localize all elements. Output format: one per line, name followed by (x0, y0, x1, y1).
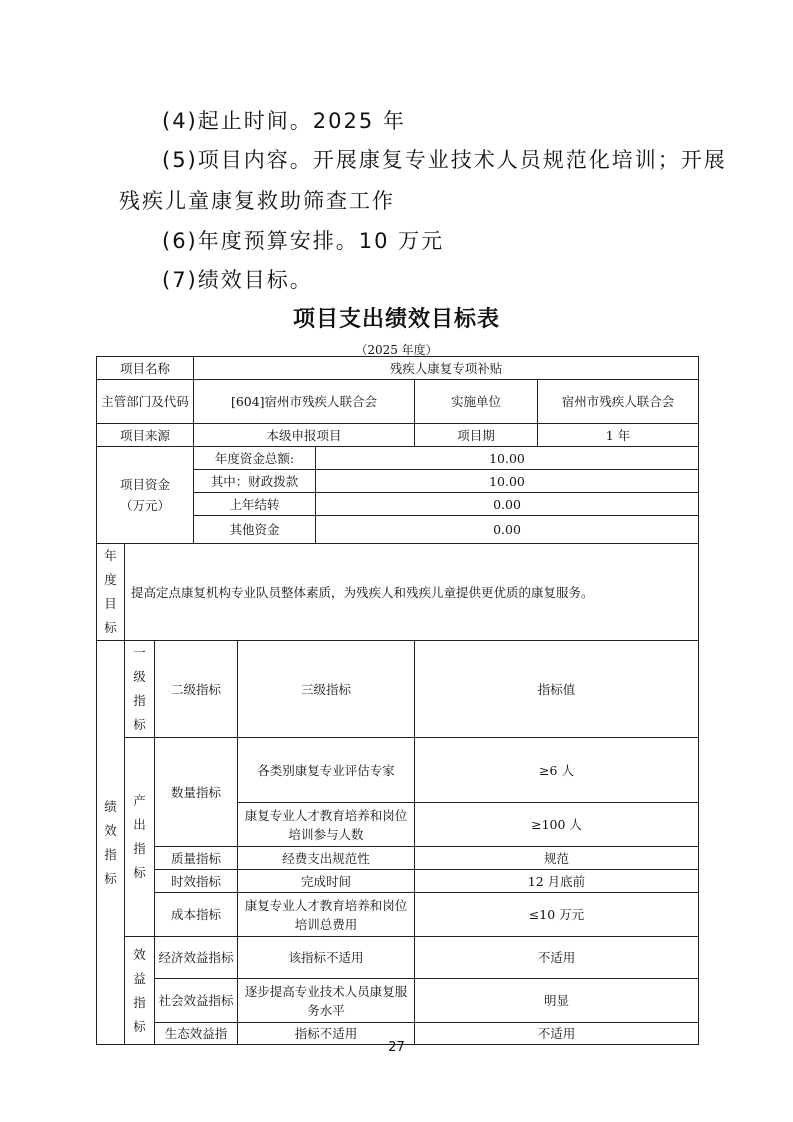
source-value: 本级申报项目 (194, 424, 415, 447)
q2-name: 康复专业人才教育培养和岗位培训参与人数 (238, 803, 415, 847)
social-indicator-label: 社会效益指标 (155, 979, 238, 1023)
time-indicator-label: 时效指标 (155, 870, 238, 893)
q1-name: 各类别康复专业评估专家 (238, 738, 415, 803)
funds-other-label: 其他资金 (194, 516, 316, 544)
table-row (97, 893, 699, 937)
econ-indicator-label: 经济效益指标 (155, 937, 238, 979)
project-name-value: 残疾人康复专项补贴 (194, 357, 699, 380)
cost-name: 康复专业人才教育培养和岗位培训总费用 (238, 893, 415, 937)
funds-total-value: 10.00 (316, 447, 699, 470)
level1-header: 一级指标 (125, 641, 155, 738)
social-name: 逐步提高专业技术人员康复服务水平 (238, 979, 415, 1023)
annual-goal-text: 提高定点康复机构专业队员整体素质，为残疾人和残疾儿童提供更优质的康复服务。 (125, 544, 699, 641)
paragraph-annual-budget: (6)年度预算安排。10 万元 (162, 229, 445, 253)
quality-indicator-label: 质量指标 (155, 847, 238, 870)
funds-other-value: 0.00 (316, 516, 699, 544)
paragraph-project-content-continued: 残疾儿童康复救助筛查工作 (119, 189, 395, 213)
paragraph-start-end-time: (4)起止时间。2025 年 (162, 109, 406, 133)
perf-indicator-label: 绩效指标 (97, 641, 125, 1045)
time-name: 完成时间 (238, 870, 415, 893)
table-row (97, 641, 699, 738)
social-value: 明显 (415, 979, 699, 1023)
level3-header: 三级指标 (238, 641, 415, 738)
quality-name: 经费支出规范性 (238, 847, 415, 870)
cost-value: ≤10 万元 (415, 893, 699, 937)
cost-indicator-label: 成本指标 (155, 893, 238, 937)
table-year-note: （2025 年度） (355, 343, 438, 357)
performance-goal-table (96, 356, 699, 1045)
funds-carry-label: 上年结转 (194, 493, 316, 516)
project-name-label: 项目名称 (97, 357, 194, 380)
table-row (97, 424, 699, 447)
output-indicator-label: 产出指标 (125, 738, 155, 937)
level2-header: 二级指标 (155, 641, 238, 738)
q2-value: ≥100 人 (415, 803, 699, 847)
annual-goal-label: 年度目标 (97, 544, 125, 641)
indicator-value-header: 指标值 (415, 641, 699, 738)
table-row (97, 380, 699, 424)
paragraph-performance-goal: (7)绩效目标。 (162, 268, 313, 292)
q1-value: ≥6 人 (415, 738, 699, 803)
econ-name: 该指标不适用 (238, 937, 415, 979)
quality-value: 规范 (415, 847, 699, 870)
table-row (97, 738, 699, 803)
impl-unit-label: 实施单位 (415, 380, 538, 424)
eco-indicator-label: 生态效益指 (155, 1023, 238, 1045)
table-row (97, 447, 699, 470)
page-number: 27 (388, 1040, 405, 1055)
table-row (97, 937, 699, 979)
table-title: 项目支出绩效目标表 (292, 307, 500, 332)
source-label: 项目来源 (97, 424, 194, 447)
quantity-indicator-label: 数量指标 (155, 738, 238, 847)
impl-unit-value: 宿州市残疾人联合会 (538, 380, 699, 424)
dept-value: [604]宿州市残疾人联合会 (194, 380, 415, 424)
funds-fiscal-value: 10.00 (316, 470, 699, 493)
eco-value: 不适用 (415, 1023, 699, 1045)
dept-label: 主管部门及代码 (97, 380, 194, 424)
funds-label: 项目资金（万元） (97, 447, 194, 544)
funds-carry-value: 0.00 (316, 493, 699, 516)
funds-fiscal-label: 其中：财政拨款 (194, 470, 316, 493)
benefit-indicator-label: 效益指标 (125, 937, 155, 1045)
table-row (97, 979, 699, 1023)
table-row (97, 357, 699, 380)
econ-value: 不适用 (415, 937, 699, 979)
table-row (97, 870, 699, 893)
eco-name: 指标不适用 (238, 1023, 415, 1045)
period-label: 项目期 (415, 424, 538, 447)
time-value: 12 月底前 (415, 870, 699, 893)
table-row (97, 544, 699, 641)
funds-total-label: 年度资金总额: (194, 447, 316, 470)
table-row (97, 847, 699, 870)
paragraph-project-content: (5)项目内容。开展康复专业技术人员规范化培训；开展 (162, 148, 727, 172)
period-value: 1 年 (538, 424, 699, 447)
